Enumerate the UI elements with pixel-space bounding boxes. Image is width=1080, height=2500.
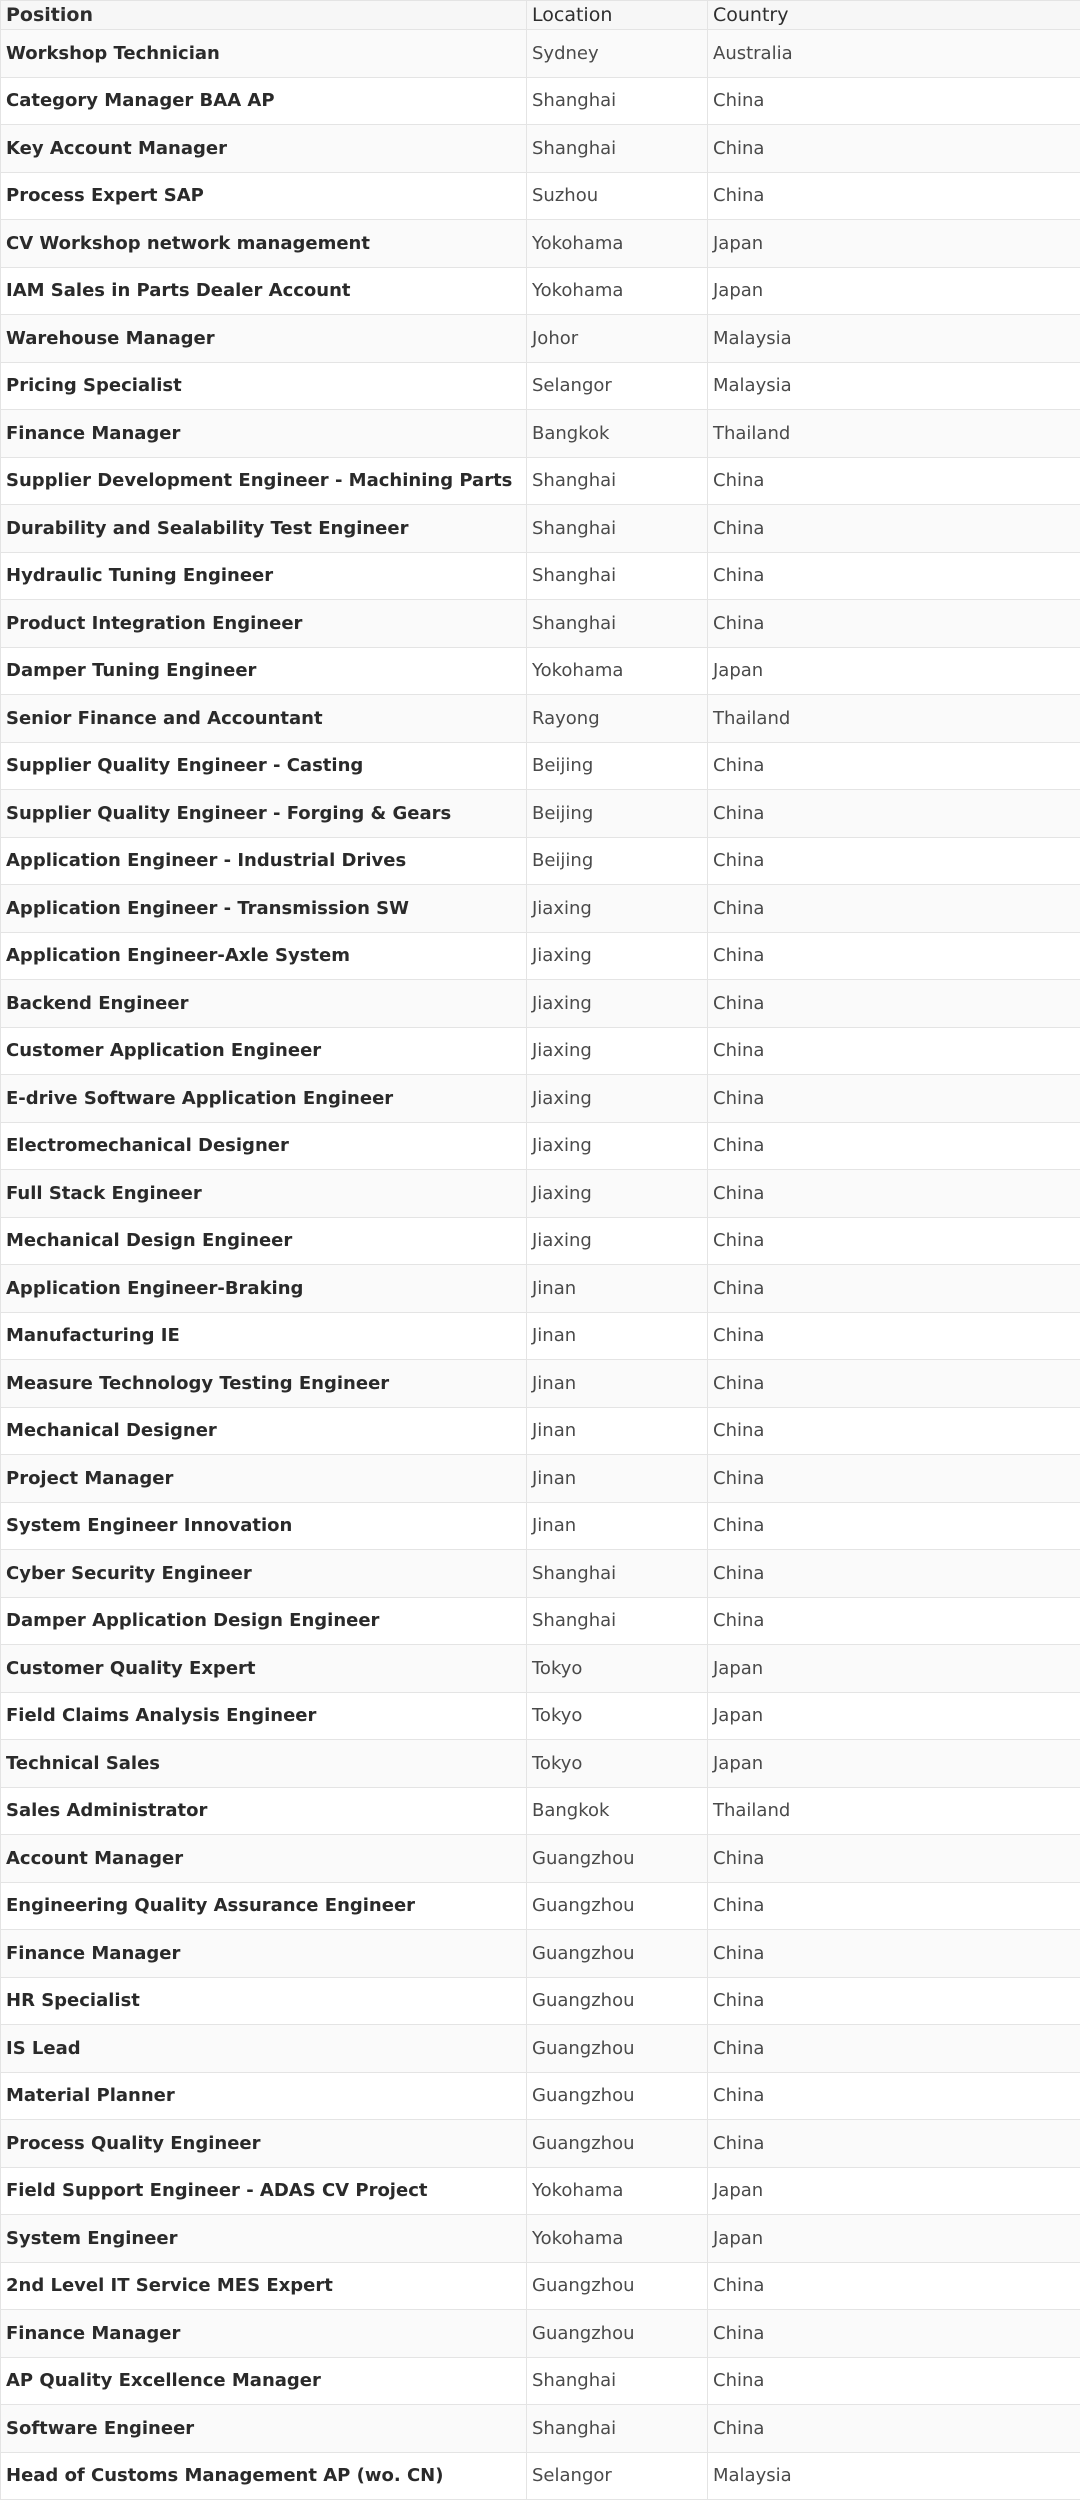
country-cell: China [708,1597,1080,1645]
column-header-position[interactable]: Position [1,1,527,30]
table-row[interactable] [1,600,1080,648]
position-cell[interactable]: Process Expert SAP [1,172,527,220]
country-cell: China [708,1360,1080,1408]
position-cell[interactable]: Durability and Sealability Test Engineer [1,505,527,553]
location-cell: Jiaxing [527,980,708,1028]
location-cell: Jiaxing [527,1027,708,1075]
column-header-location[interactable]: Location [527,1,708,30]
position-cell[interactable]: CV Workshop network management [1,220,527,268]
location-cell: Selangor [527,2452,708,2500]
position-cell[interactable]: Supplier Development Engineer - Machining Parts [1,457,527,505]
country-cell: China [708,457,1080,505]
location-cell: Shanghai [527,2405,708,2453]
location-cell: Bangkok [527,410,708,458]
position-cell[interactable]: Electromechanical Designer [1,1122,527,1170]
location-cell: Tokyo [527,1645,708,1693]
position-cell[interactable]: Head of Customs Management AP (wo. CN) [1,2452,527,2500]
position-cell[interactable]: Software Engineer [1,2405,527,2453]
country-cell: China [708,1312,1080,1360]
country-cell: China [708,77,1080,125]
table-row[interactable] [1,410,1080,458]
position-cell[interactable]: Workshop Technician [1,30,527,78]
position-cell[interactable]: Customer Quality Expert [1,1645,527,1693]
country-cell: Japan [708,267,1080,315]
table-row[interactable] [1,2120,1080,2168]
country-cell: Malaysia [708,2452,1080,2500]
table-row[interactable] [1,2405,1080,2453]
location-cell: Jiaxing [527,1170,708,1218]
location-cell: Guangzhou [527,1977,708,2025]
location-cell: Rayong [527,695,708,743]
location-cell: Guangzhou [527,2262,708,2310]
location-cell: Beijing [527,742,708,790]
position-cell[interactable]: Mechanical Design Engineer [1,1217,527,1265]
position-cell[interactable]: Finance Manager [1,2310,527,2358]
country-cell: China [708,2310,1080,2358]
table-row[interactable] [1,932,1080,980]
table-row[interactable] [1,2452,1080,2500]
position-cell[interactable]: System Engineer Innovation [1,1502,527,1550]
position-cell[interactable]: Key Account Manager [1,125,527,173]
position-cell[interactable]: Customer Application Engineer [1,1027,527,1075]
position-cell[interactable]: Field Claims Analysis Engineer [1,1692,527,1740]
country-cell: China [708,1027,1080,1075]
country-cell: China [708,790,1080,838]
location-cell: Sydney [527,30,708,78]
location-cell: Guangzhou [527,1835,708,1883]
position-cell[interactable]: Backend Engineer [1,980,527,1028]
location-cell: Shanghai [527,505,708,553]
country-cell: Thailand [708,1787,1080,1835]
position-cell[interactable]: Process Quality Engineer [1,2120,527,2168]
location-cell: Jinan [527,1407,708,1455]
country-cell: China [708,2405,1080,2453]
location-cell: Yokohama [527,2167,708,2215]
position-cell[interactable]: Application Engineer-Braking [1,1265,527,1313]
position-cell[interactable]: IS Lead [1,2025,527,2073]
location-cell: Jiaxing [527,885,708,933]
position-cell[interactable]: Senior Finance and Accountant [1,695,527,743]
country-cell: China [708,2262,1080,2310]
table-row[interactable] [1,1360,1080,1408]
location-cell: Shanghai [527,1550,708,1598]
position-cell[interactable]: Damper Tuning Engineer [1,647,527,695]
position-cell[interactable]: Warehouse Manager [1,315,527,363]
table-row[interactable] [1,362,1080,410]
location-cell: Tokyo [527,1692,708,1740]
table-row[interactable] [1,1312,1080,1360]
location-cell: Bangkok [527,1787,708,1835]
position-cell[interactable]: Supplier Quality Engineer - Forging & Gears [1,790,527,838]
table-row[interactable] [1,1027,1080,1075]
position-cell[interactable]: Hydraulic Tuning Engineer [1,552,527,600]
country-cell: Japan [708,1692,1080,1740]
country-cell: Japan [708,1740,1080,1788]
location-cell: Jinan [527,1360,708,1408]
position-cell[interactable]: Damper Application Design Engineer [1,1597,527,1645]
table-row[interactable] [1,552,1080,600]
country-cell: China [708,1930,1080,1978]
table-row[interactable] [1,77,1080,125]
table-row[interactable] [1,1455,1080,1503]
table-row[interactable] [1,1645,1080,1693]
country-cell: Malaysia [708,315,1080,363]
table-row[interactable] [1,1407,1080,1455]
location-cell: Suzhou [527,172,708,220]
location-cell: Jinan [527,1265,708,1313]
table-row[interactable] [1,220,1080,268]
position-cell[interactable]: Material Planner [1,2072,527,2120]
position-cell[interactable]: Application Engineer - Industrial Drives [1,837,527,885]
table-row[interactable] [1,457,1080,505]
header-row [1,1,1080,30]
location-cell: Jinan [527,1502,708,1550]
country-cell: China [708,1455,1080,1503]
country-cell: China [708,2072,1080,2120]
country-cell: China [708,885,1080,933]
country-cell: China [708,1407,1080,1455]
country-cell: China [708,1170,1080,1218]
location-cell: Shanghai [527,77,708,125]
country-cell: Thailand [708,695,1080,743]
country-cell: China [708,2025,1080,2073]
table-row[interactable] [1,742,1080,790]
position-cell[interactable]: E-drive Software Application Engineer [1,1075,527,1123]
table-row[interactable] [1,1835,1080,1883]
table-row[interactable] [1,1977,1080,2025]
country-cell: Japan [708,1645,1080,1693]
location-cell: Shanghai [527,600,708,648]
position-cell[interactable]: 2nd Level IT Service MES Expert [1,2262,527,2310]
table-row[interactable] [1,2167,1080,2215]
position-cell[interactable]: Category Manager BAA AP [1,77,527,125]
table-row[interactable] [1,1075,1080,1123]
country-cell: China [708,1265,1080,1313]
position-cell[interactable]: AP Quality Excellence Manager [1,2357,527,2405]
country-cell: China [708,172,1080,220]
position-cell[interactable]: Project Manager [1,1455,527,1503]
country-cell: Thailand [708,410,1080,458]
table-row[interactable] [1,1882,1080,1930]
country-cell: China [708,1550,1080,1598]
location-cell: Yokohama [527,647,708,695]
country-cell: China [708,2120,1080,2168]
position-cell[interactable]: Application Engineer-Axle System [1,932,527,980]
position-cell[interactable]: System Engineer [1,2215,527,2263]
location-cell: Yokohama [527,220,708,268]
table-row[interactable] [1,837,1080,885]
table-row[interactable] [1,1930,1080,1978]
table-row[interactable] [1,1502,1080,1550]
table-row[interactable] [1,125,1080,173]
table-row[interactable] [1,172,1080,220]
position-cell[interactable]: Cyber Security Engineer [1,1550,527,1598]
country-cell: China [708,1122,1080,1170]
location-cell: Shanghai [527,2357,708,2405]
country-cell: China [708,1217,1080,1265]
table-row[interactable] [1,980,1080,1028]
table-row[interactable] [1,2025,1080,2073]
table-row[interactable] [1,30,1080,78]
location-cell: Jiaxing [527,1217,708,1265]
country-cell: China [708,125,1080,173]
country-cell: China [708,1882,1080,1930]
country-cell: China [708,1835,1080,1883]
position-cell[interactable]: Field Support Engineer - ADAS CV Project [1,2167,527,2215]
position-cell[interactable]: Technical Sales [1,1740,527,1788]
position-cell[interactable]: Finance Manager [1,1930,527,1978]
country-cell: China [708,837,1080,885]
table-row[interactable] [1,1170,1080,1218]
country-cell: China [708,742,1080,790]
table-row[interactable] [1,2310,1080,2358]
country-cell: China [708,505,1080,553]
location-cell: Jiaxing [527,1075,708,1123]
table-row[interactable] [1,790,1080,838]
location-cell: Shanghai [527,457,708,505]
location-cell: Jinan [527,1312,708,1360]
table-row[interactable] [1,1740,1080,1788]
country-cell: Australia [708,30,1080,78]
location-cell: Jinan [527,1455,708,1503]
location-cell: Johor [527,315,708,363]
position-cell[interactable]: Account Manager [1,1835,527,1883]
column-header-country[interactable]: Country [708,1,1080,30]
position-cell[interactable]: Manufacturing IE [1,1312,527,1360]
position-cell[interactable]: Full Stack Engineer [1,1170,527,1218]
position-cell[interactable]: Supplier Quality Engineer - Casting [1,742,527,790]
table-row[interactable] [1,1597,1080,1645]
table-row[interactable] [1,1787,1080,1835]
position-cell[interactable]: Pricing Specialist [1,362,527,410]
table-row[interactable] [1,1692,1080,1740]
position-cell[interactable]: Sales Administrator [1,1787,527,1835]
position-cell[interactable]: Finance Manager [1,410,527,458]
location-cell: Guangzhou [527,1930,708,1978]
location-cell: Jiaxing [527,932,708,980]
table-row[interactable] [1,1265,1080,1313]
country-cell: Japan [708,2167,1080,2215]
location-cell: Selangor [527,362,708,410]
position-cell[interactable]: Mechanical Designer [1,1407,527,1455]
location-cell: Yokohama [527,2215,708,2263]
position-cell[interactable]: Product Integration Engineer [1,600,527,648]
table-row[interactable] [1,1217,1080,1265]
location-cell: Jiaxing [527,1122,708,1170]
country-cell: China [708,980,1080,1028]
location-cell: Guangzhou [527,2072,708,2120]
country-cell: China [708,600,1080,648]
location-cell: Guangzhou [527,2310,708,2358]
position-cell[interactable]: Application Engineer - Transmission SW [1,885,527,933]
table-row[interactable] [1,647,1080,695]
country-cell: Japan [708,2215,1080,2263]
country-cell: China [708,1502,1080,1550]
table-header [1,1,1080,30]
table-row[interactable] [1,1122,1080,1170]
country-cell: Japan [708,647,1080,695]
table-row[interactable] [1,1550,1080,1598]
location-cell: Beijing [527,837,708,885]
table-row[interactable] [1,695,1080,743]
location-cell: Guangzhou [527,2120,708,2168]
location-cell: Tokyo [527,1740,708,1788]
country-cell: China [708,1075,1080,1123]
country-cell: China [708,2357,1080,2405]
table-row[interactable] [1,505,1080,553]
table-row[interactable] [1,267,1080,315]
location-cell: Beijing [527,790,708,838]
position-cell[interactable]: Engineering Quality Assurance Engineer [1,1882,527,1930]
location-cell: Shanghai [527,1597,708,1645]
position-cell[interactable]: Measure Technology Testing Engineer [1,1360,527,1408]
location-cell: Guangzhou [527,1882,708,1930]
table-row[interactable] [1,2215,1080,2263]
country-cell: China [708,932,1080,980]
location-cell: Yokohama [527,267,708,315]
country-cell: Japan [708,220,1080,268]
table-row[interactable] [1,2357,1080,2405]
location-cell: Shanghai [527,552,708,600]
table-row[interactable] [1,315,1080,363]
table-row[interactable] [1,2072,1080,2120]
country-cell: China [708,1977,1080,2025]
table-row[interactable] [1,885,1080,933]
table-row[interactable] [1,2262,1080,2310]
country-cell: Malaysia [708,362,1080,410]
position-cell[interactable]: IAM Sales in Parts Dealer Account [1,267,527,315]
location-cell: Guangzhou [527,2025,708,2073]
table-body [1,30,1080,2500]
country-cell: China [708,552,1080,600]
location-cell: Shanghai [527,125,708,173]
position-cell[interactable]: HR Specialist [1,1977,527,2025]
